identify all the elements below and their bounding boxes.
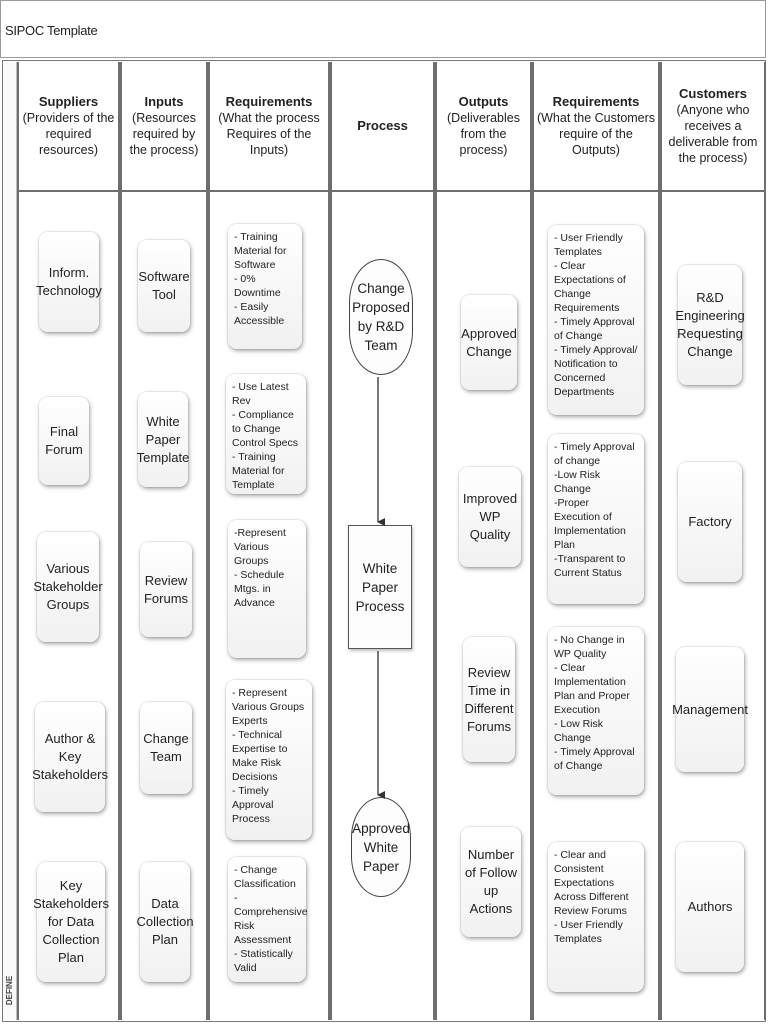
output-text: Number of Follow up Actions (464, 847, 518, 916)
input-text: Change Team (143, 731, 189, 764)
column-heading: Inputs (144, 94, 184, 109)
column-subheading: (Anyone who receives a deliverable from the process) (668, 103, 758, 165)
requirement-item: - Timely Approval/ Notification to Concerned Departments (554, 344, 638, 398)
customer-text: Authors (687, 899, 733, 914)
requirement-item: - User Friendly Templates (554, 232, 623, 258)
column-heading: Process (357, 118, 408, 133)
input-text: Software Tool (138, 269, 190, 302)
process-step-text: White Paper Process (355, 560, 405, 614)
output-text: Approved Change (461, 325, 517, 359)
requirement-item: - Timely Approval Process (232, 785, 274, 825)
column-subheading: (Providers of the required resources) (22, 111, 115, 157)
requirement-item: - Compliance to Change Control Specs (232, 409, 298, 449)
requirement-item: -Represent Various Groups (234, 527, 286, 567)
column-heading: Requirements (225, 94, 313, 109)
supplier-text: Various Stakeholder Groups (33, 561, 103, 612)
supplier-text: Key Stakeholders for Data Collection Plan (33, 878, 109, 965)
requirement-item: - Clear and Consistent Expectations Across Different Review Forums (554, 849, 629, 917)
requirement-item: - Comprehensive Risk Assessment (234, 892, 308, 946)
requirement-item: -Proper Execution of Implementation Plan (554, 497, 626, 551)
input-text: Data Collection Plan (136, 896, 194, 947)
requirement-item: - User Friendly Templates (554, 919, 623, 945)
customer-text: Management (672, 701, 748, 717)
requirement-item: - Schedule Mtgs. in Advance (234, 569, 285, 609)
requirement-item: - Use Latest Rev (232, 381, 289, 407)
process-end-text: Approved White Paper (352, 820, 410, 874)
input-text: White Paper Template (136, 413, 190, 465)
requirement-item: - Timely Approval of Change (554, 316, 635, 342)
column-subheading: (Deliverables from the process) (447, 111, 520, 157)
requirement-item: - Change Classification (234, 864, 296, 890)
requirement-item: - Clear Expectations of Change Requirements (554, 260, 626, 314)
output-text: Review Time in Different Forums (464, 664, 514, 734)
customer-text: Factory (688, 514, 732, 529)
window-title: SIPOC Template (5, 23, 98, 38)
column-subheading: (What the process Requires of the Inputs) (218, 111, 320, 157)
requirement-item: -Low Risk Change (554, 469, 601, 495)
column-subheading: (What the Customers require of the Outputs) (536, 111, 656, 157)
requirement-item: - No Change in WP Quality (554, 634, 625, 660)
requirement-item: - Training Material for Template (232, 451, 285, 491)
column-heading: Suppliers (38, 94, 99, 109)
requirement-item: - 0% Downtime (234, 273, 281, 299)
requirement-item: -Transparent to Current Status (554, 553, 626, 579)
requirement-item: - Timely Approval of Change (554, 746, 635, 772)
process-start-text: Change Proposed by R&D Team (352, 281, 410, 353)
requirement-item: - Statistically Valid (234, 948, 293, 974)
define-label-text: DEFINE (5, 975, 15, 1005)
input-text: Review Forums (143, 572, 189, 606)
requirement-item: - Easily Accessible (234, 301, 285, 327)
output-text: Improved WP Quality (462, 491, 518, 542)
requirement-item: - Timely Approval of change (554, 441, 635, 467)
supplier-text: Author & Key Stakeholders (32, 731, 108, 782)
supplier-text: Inform. Technology (36, 265, 102, 298)
customer-text: R&D Engineering Requesting Change (675, 290, 745, 359)
requirement-item: - Represent Various Groups Experts (232, 687, 305, 727)
requirement-item: - Clear Implementation Plan and Proper Execution (554, 662, 630, 716)
column-heading: Customers (679, 86, 747, 101)
column-heading: Outputs (458, 94, 509, 109)
supplier-text: Final Forum (45, 424, 83, 457)
column-subheading: (Resources required by the process) (129, 111, 199, 157)
requirement-item: - Training Material for Software (234, 231, 287, 271)
requirement-item: - Low Risk Change (554, 718, 604, 744)
column-heading: Requirements (552, 94, 640, 109)
requirement-item: - Technical Expertise to Make Risk Decisions (232, 729, 288, 783)
